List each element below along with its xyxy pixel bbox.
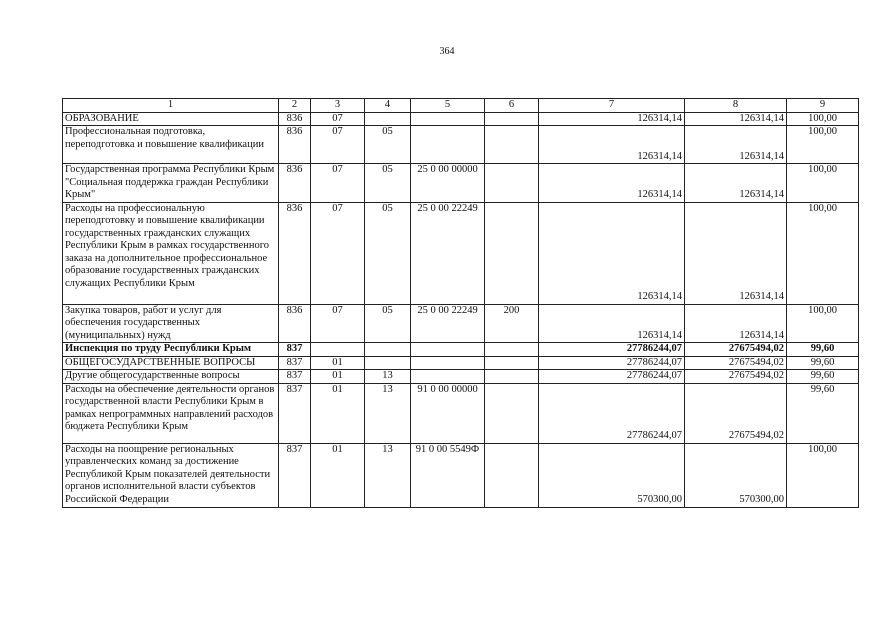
row-name-cell: Профессиональная подготовка, переподготовка и повышение квалификации bbox=[63, 126, 279, 164]
header-cell: 5 bbox=[411, 99, 485, 113]
header-cell: 9 bbox=[787, 99, 859, 113]
row-target-article-cell: 25 0 00 22249 bbox=[411, 202, 485, 304]
row-target-article-cell: 25 0 00 22249 bbox=[411, 304, 485, 343]
row-section-cell: 07 bbox=[311, 304, 365, 343]
row-section-cell: 07 bbox=[311, 112, 365, 126]
row-admin-code-cell: 836 bbox=[279, 202, 311, 304]
table-row bbox=[63, 356, 859, 370]
table-row bbox=[63, 383, 859, 443]
row-section-cell bbox=[311, 343, 365, 357]
row-actual-amount-cell: 570300,00 bbox=[685, 443, 787, 507]
table-row bbox=[63, 112, 859, 126]
row-target-article-cell bbox=[411, 356, 485, 370]
row-subsection-cell bbox=[365, 112, 411, 126]
row-target-article-cell bbox=[411, 112, 485, 126]
row-admin-code-cell: 837 bbox=[279, 370, 311, 384]
header-cell: 3 bbox=[311, 99, 365, 113]
row-name-cell: Государственная программа Республики Крым "Социальная поддержка граждан Республики Крым" bbox=[63, 164, 279, 203]
table-row bbox=[63, 343, 859, 357]
row-target-article-cell bbox=[411, 126, 485, 164]
row-percent-cell: 100,00 bbox=[787, 112, 859, 126]
row-actual-amount-cell: 27675494,02 bbox=[685, 356, 787, 370]
row-name-cell: ОБРАЗОВАНИЕ bbox=[63, 112, 279, 126]
row-plan-amount-cell: 27786244,07 bbox=[539, 370, 685, 384]
row-target-article-cell: 91 0 00 00000 bbox=[411, 383, 485, 443]
row-actual-amount-cell: 126314,14 bbox=[685, 164, 787, 203]
table-row bbox=[63, 164, 859, 203]
header-cell: 7 bbox=[539, 99, 685, 113]
row-name-cell: Расходы на профессиональную переподготовку и повышение квалификации государственных гражданских служащих Республики Крым в рамках государственного заказа на дополнительное профессиональное образование государственных гражданских служащих Республики Крым bbox=[63, 202, 279, 304]
table-row bbox=[63, 443, 859, 507]
row-expense-type-cell bbox=[485, 202, 539, 304]
row-admin-code-cell: 837 bbox=[279, 443, 311, 507]
row-actual-amount-cell: 126314,14 bbox=[685, 202, 787, 304]
row-section-cell: 07 bbox=[311, 126, 365, 164]
row-percent-cell: 100,00 bbox=[787, 126, 859, 164]
row-subsection-cell: 05 bbox=[365, 164, 411, 203]
row-percent-cell: 100,00 bbox=[787, 304, 859, 343]
table-row bbox=[63, 126, 859, 164]
row-expense-type-cell bbox=[485, 343, 539, 357]
row-actual-amount-cell: 27675494,02 bbox=[685, 343, 787, 357]
row-plan-amount-cell: 570300,00 bbox=[539, 443, 685, 507]
row-plan-amount-cell: 126314,14 bbox=[539, 202, 685, 304]
row-section-cell: 01 bbox=[311, 356, 365, 370]
table-row bbox=[63, 370, 859, 384]
row-section-cell: 07 bbox=[311, 164, 365, 203]
page-number: 364 bbox=[439, 46, 455, 57]
row-admin-code-cell: 837 bbox=[279, 383, 311, 443]
row-name-cell: Расходы на поощрение региональных управленческих команд за достижение Республикой Крым показателей деятельности органов исполнительной власти субъектов Российской Федерации bbox=[63, 443, 279, 507]
row-expense-type-cell bbox=[485, 370, 539, 384]
header-cell: 6 bbox=[485, 99, 539, 113]
row-expense-type-cell bbox=[485, 164, 539, 203]
row-subsection-cell: 13 bbox=[365, 443, 411, 507]
row-expense-type-cell bbox=[485, 112, 539, 126]
row-admin-code-cell: 836 bbox=[279, 304, 311, 343]
table-body bbox=[63, 99, 859, 508]
row-actual-amount-cell: 126314,14 bbox=[685, 126, 787, 164]
row-plan-amount-cell: 126314,14 bbox=[539, 126, 685, 164]
row-percent-cell: 100,00 bbox=[787, 202, 859, 304]
row-percent-cell: 99,60 bbox=[787, 356, 859, 370]
table-row bbox=[63, 304, 859, 343]
header-row bbox=[63, 99, 859, 113]
row-name-cell: Расходы на обеспечение деятельности органов государственной власти Республики Крым в рамках непрограммных направлений расходов бюджета Республики Крым bbox=[63, 383, 279, 443]
header-cell: 1 bbox=[63, 99, 279, 113]
row-subsection-cell bbox=[365, 356, 411, 370]
row-admin-code-cell: 836 bbox=[279, 126, 311, 164]
row-subsection-cell: 05 bbox=[365, 304, 411, 343]
row-percent-cell: 99,60 bbox=[787, 370, 859, 384]
row-subsection-cell: 13 bbox=[365, 370, 411, 384]
row-section-cell: 01 bbox=[311, 383, 365, 443]
row-expense-type-cell bbox=[485, 356, 539, 370]
row-admin-code-cell: 836 bbox=[279, 164, 311, 203]
budget-table bbox=[62, 98, 859, 508]
row-subsection-cell bbox=[365, 343, 411, 357]
row-plan-amount-cell: 126314,14 bbox=[539, 164, 685, 203]
row-actual-amount-cell: 27675494,02 bbox=[685, 383, 787, 443]
header-cell: 4 bbox=[365, 99, 411, 113]
row-subsection-cell: 05 bbox=[365, 202, 411, 304]
row-target-article-cell: 91 0 00 5549Ф bbox=[411, 443, 485, 507]
row-actual-amount-cell: 126314,14 bbox=[685, 112, 787, 126]
row-percent-cell: 99,60 bbox=[787, 383, 859, 443]
row-section-cell: 01 bbox=[311, 370, 365, 384]
row-percent-cell: 100,00 bbox=[787, 164, 859, 203]
table-row bbox=[63, 202, 859, 304]
row-target-article-cell bbox=[411, 370, 485, 384]
header-cell: 2 bbox=[279, 99, 311, 113]
row-plan-amount-cell: 27786244,07 bbox=[539, 383, 685, 443]
row-section-cell: 01 bbox=[311, 443, 365, 507]
row-admin-code-cell: 836 bbox=[279, 112, 311, 126]
row-plan-amount-cell: 126314,14 bbox=[539, 304, 685, 343]
row-expense-type-cell bbox=[485, 126, 539, 164]
row-target-article-cell bbox=[411, 343, 485, 357]
row-target-article-cell: 25 0 00 00000 bbox=[411, 164, 485, 203]
row-subsection-cell: 13 bbox=[365, 383, 411, 443]
row-actual-amount-cell: 126314,14 bbox=[685, 304, 787, 343]
row-subsection-cell: 05 bbox=[365, 126, 411, 164]
row-plan-amount-cell: 27786244,07 bbox=[539, 356, 685, 370]
row-name-cell: Инспекция по труду Республики Крым bbox=[63, 343, 279, 357]
row-name-cell: ОБЩЕГОСУДАРСТВЕННЫЕ ВОПРОСЫ bbox=[63, 356, 279, 370]
row-plan-amount-cell: 27786244,07 bbox=[539, 343, 685, 357]
row-admin-code-cell: 837 bbox=[279, 343, 311, 357]
row-actual-amount-cell: 27675494,02 bbox=[685, 370, 787, 384]
row-expense-type-cell: 200 bbox=[485, 304, 539, 343]
header-cell: 8 bbox=[685, 99, 787, 113]
row-expense-type-cell bbox=[485, 443, 539, 507]
row-percent-cell: 99,60 bbox=[787, 343, 859, 357]
row-percent-cell: 100,00 bbox=[787, 443, 859, 507]
row-expense-type-cell bbox=[485, 383, 539, 443]
row-name-cell: Закупка товаров, работ и услуг для обеспечения государственных (муниципальных) нужд bbox=[63, 304, 279, 343]
row-plan-amount-cell: 126314,14 bbox=[539, 112, 685, 126]
row-section-cell: 07 bbox=[311, 202, 365, 304]
row-name-cell: Другие общегосударственные вопросы bbox=[63, 370, 279, 384]
row-admin-code-cell: 837 bbox=[279, 356, 311, 370]
